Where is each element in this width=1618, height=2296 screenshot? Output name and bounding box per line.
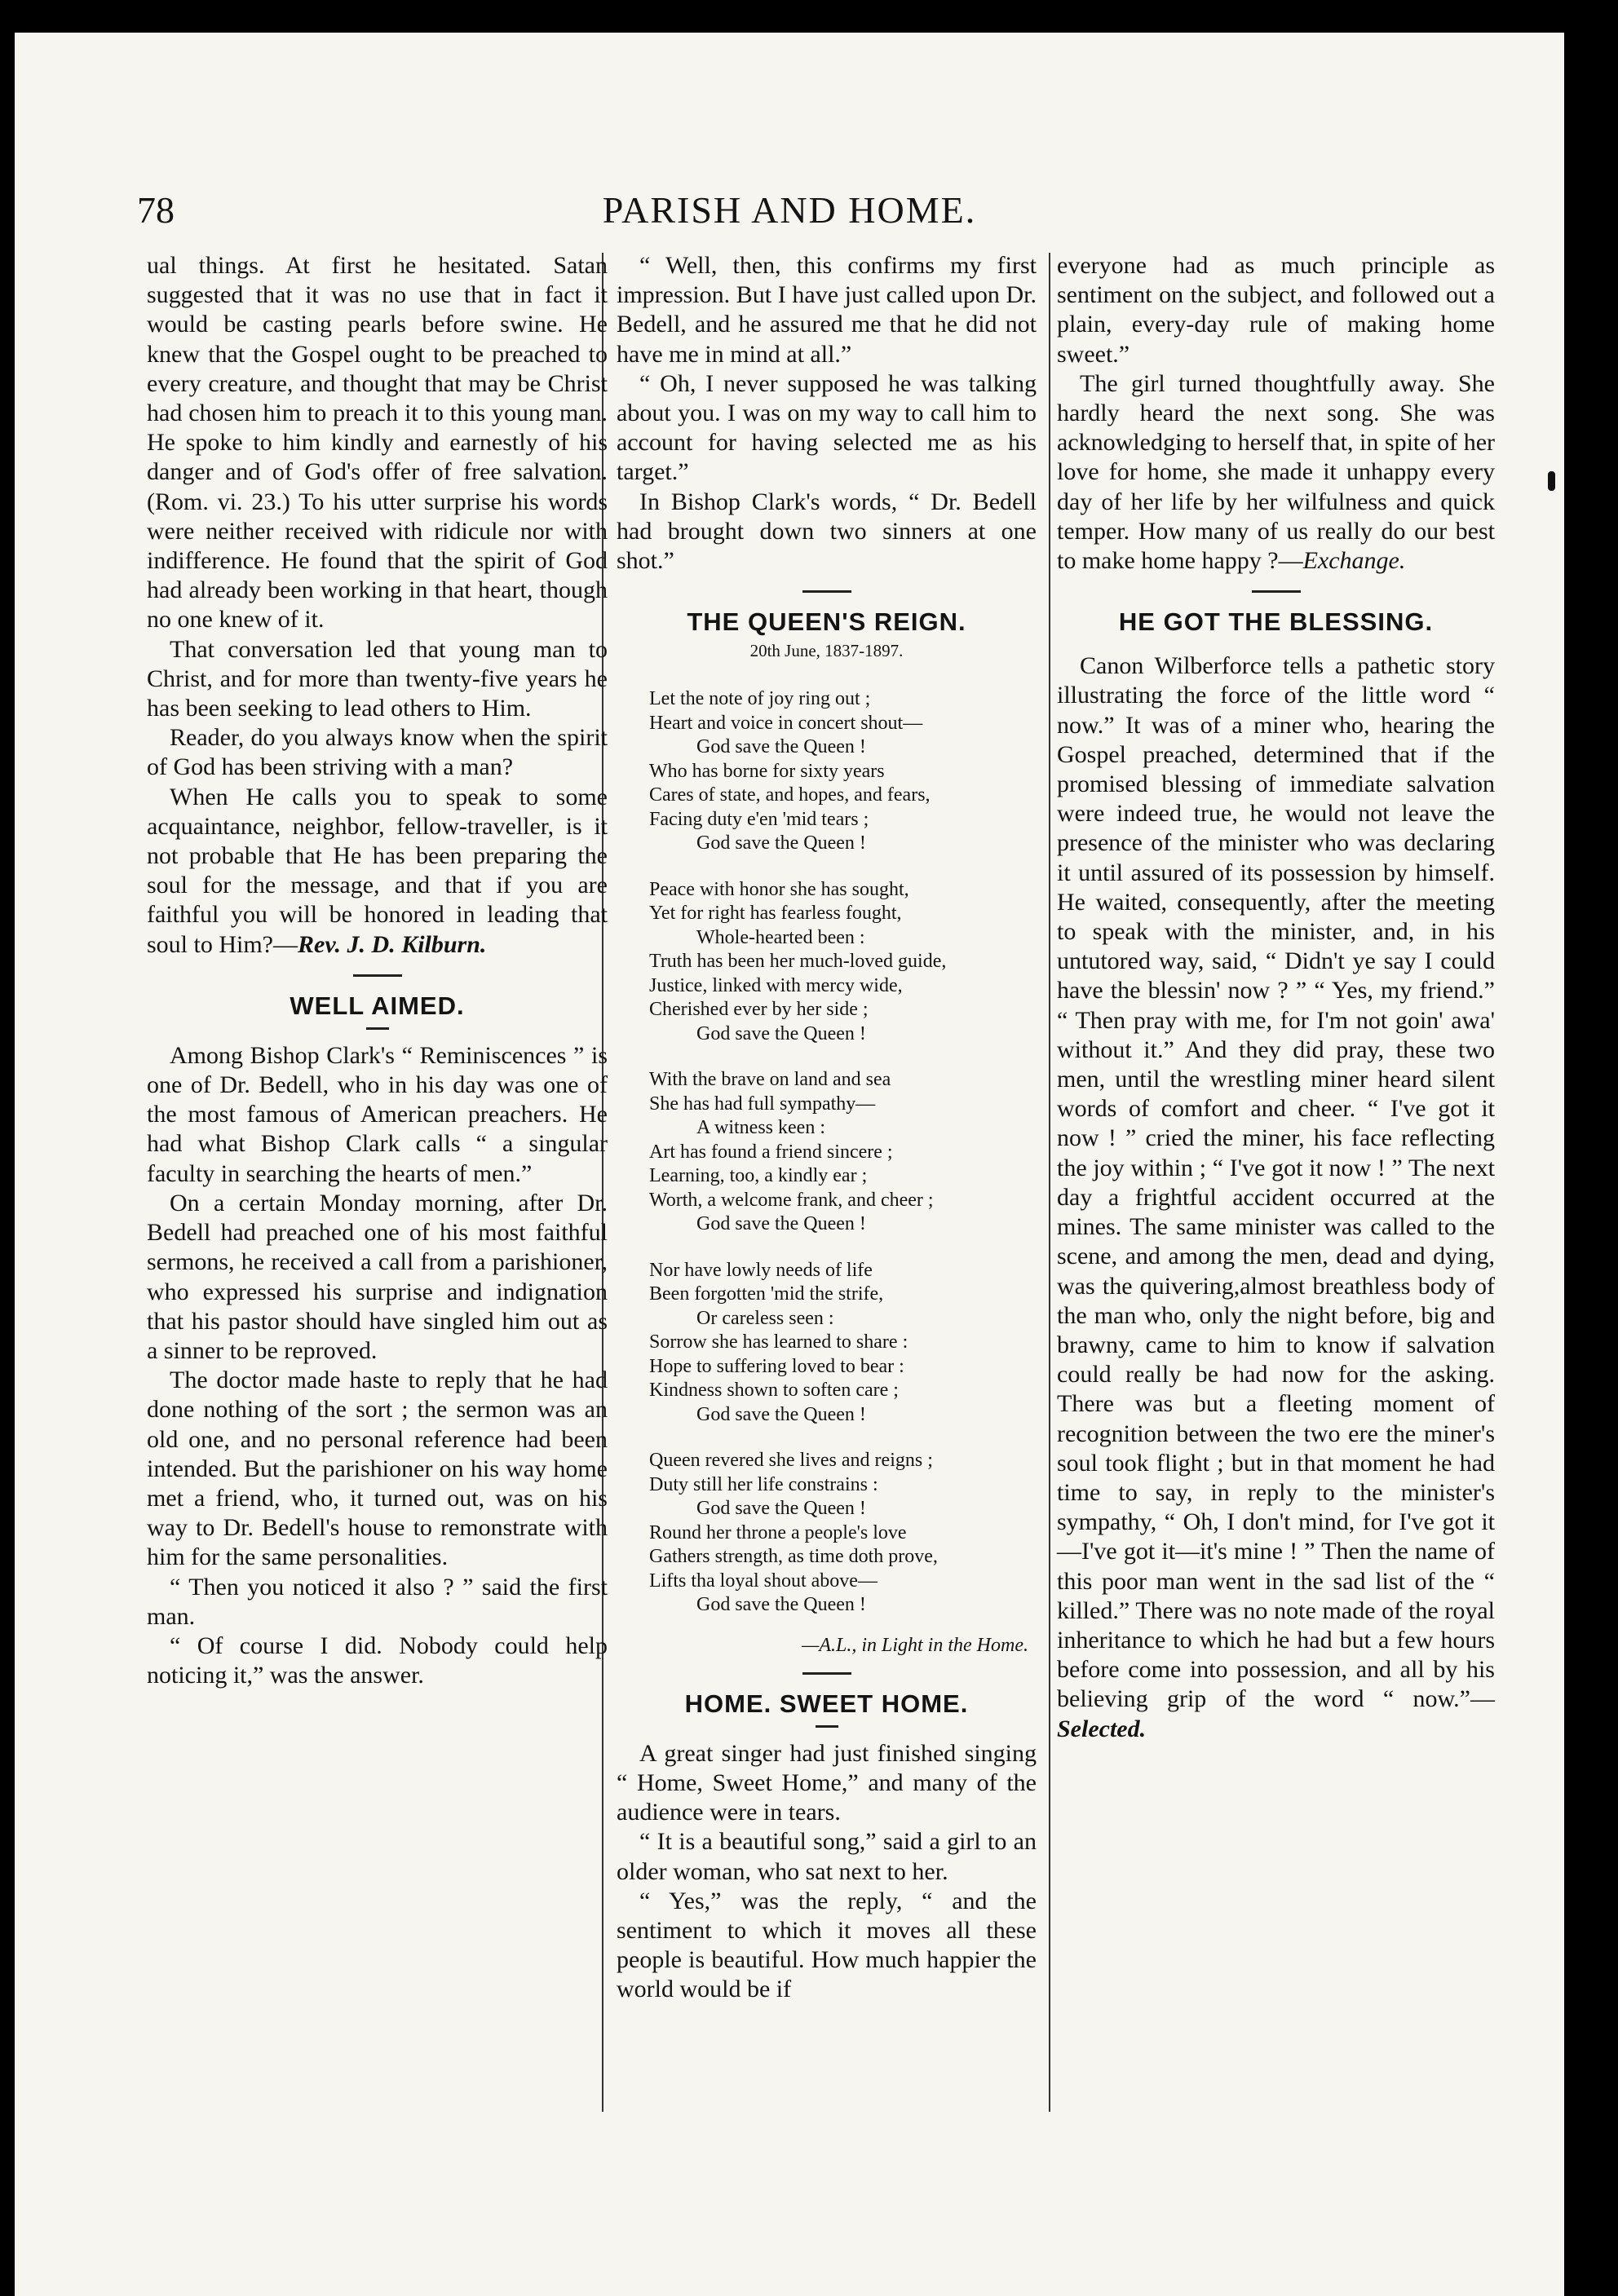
paragraph: Among Bishop Clark's “ Reminiscences ” is one of Dr. Bedell, who in his day was one of the most famous of American preachers. He had what Bishop Clark calls “ a singular faculty in searching the hearts of men.” [147, 1041, 608, 1187]
poem-line: Been forgotten 'mid the strife, [649, 1283, 884, 1305]
poem-line: God save the Queen ! [696, 1498, 866, 1520]
poem-stanza [649, 1449, 1037, 1618]
poem-date: 20th June, 1837-1897. [749, 641, 904, 661]
paragraph: everyone had as much principle as sentiment on the subject, and followed out a plain, every-day rule of making home sweet.” [1057, 252, 1495, 368]
poem-line: Truth has been her much-loved guide, [649, 951, 947, 973]
paragraph: “ It is a beautiful song,” said a girl to an older woman, who sat next to her. [617, 1828, 1037, 1885]
running-title: PARISH AND HOME. [602, 189, 977, 231]
poem-line: Let the note of joy ring out ; [649, 688, 871, 710]
ink-smudge [1548, 471, 1555, 491]
poem-line: Peace with honor she has sought, [649, 878, 909, 900]
paragraph: ual things. At first he hesitated. Satan suggested that it was no use that in fact it would be casting pearls before swine. He knew that the Gospel ought to be preached to every creature, and thought that may be Christ had chosen him to preach it to this young man. He spoke to him kindly and earnestly of his danger and of God's offer of free salvation. (Rom. vi. 23.) To his utter surprise his words were neither received with ridicule nor with indifference. He found that the spirit of God had already been working in that heart, though no one knew of it. [147, 252, 608, 634]
paragraph: “ Then you noticed it also ? ” said the first man. [147, 1573, 608, 1630]
paragraph: That conversation led that young man to Christ, and for more than twenty-five years he has been seeking to lead others to Him. [147, 635, 608, 722]
section-separator [366, 1027, 389, 1030]
poem-line: God save the Queen ! [696, 736, 866, 758]
poem-line: Sorrow she has learned to share : [649, 1331, 908, 1353]
poem-line: She has had full sympathy— [649, 1093, 876, 1115]
section-separator [816, 1725, 838, 1728]
poem-line: Or careless seen : [696, 1307, 834, 1329]
column-rule-right [1049, 253, 1050, 2112]
poem-line: Facing duty e'en 'mid tears ; [649, 808, 869, 830]
poem-line: Duty still her life constrains : [649, 1473, 878, 1495]
section-heading-queens-reign: THE QUEEN'S REIGN. [687, 607, 966, 637]
paragraph-text: The girl turned thoughtfully away. She hardly heard the next song. She was acknowledging to herself that, in spite of her love for home, she made it unhappy every day of her life by her wilfulness and quick temper. How many of us really do our best to make home happy ?— [1057, 369, 1495, 575]
poem-stanza [649, 1068, 1037, 1237]
paragraph: “ Yes,” was the reply, “ and the sentiment to which it moves all these people is beautiful. How much happier the world would be if [617, 1887, 1037, 2003]
paragraph: A great singer had just finished singing “ Home, Sweet Home,” and many of the audience were in tears. [617, 1739, 1037, 1826]
page [15, 33, 1564, 2296]
poem-line: God save the Queen ! [696, 1022, 866, 1044]
poem-stanza [649, 1259, 1037, 1428]
poem-line: God save the Queen ! [696, 1403, 866, 1425]
column-1 [147, 251, 608, 1690]
poem-line: God save the Queen ! [696, 1213, 866, 1235]
section-separator [353, 974, 402, 977]
poem-line: Gathers strength, as time doth prove, [649, 1546, 938, 1568]
poem-line: Nor have lowly needs of life [649, 1259, 873, 1281]
section-separator [802, 590, 851, 593]
page-number: 78 [137, 189, 175, 231]
section-separator [1252, 590, 1301, 593]
poem-line: With the brave on land and sea [649, 1069, 891, 1091]
column-3 [1057, 251, 1495, 1744]
paragraph-text: Canon Wilberforce tells a pathetic story illustrating the force of the little word “ now.” It was of a miner who, hearing the Gospel preached, determined that if the promised blessing of immediate salvation were indeed true, he would not leave the presence of the minister who was declaring it until assured of its possession by himself. He waited, consequently, after the meeting to speak with the minister, and, in his untutored way, said, “ Didn't ye say I could have the blessin' now ? ” “ Yes, my friend.” “ Then pray with me, for I'm not goin' awa' without it.” And they did pray, these two men, until the wrestling miner heard silent words of comfort and cheer. “ I've got it now ! ” cried the miner, his face reflecting the joy within ; “ I've got it now ! ” The next day a frightful accident occurred at the mines. The same minister was called to the scene, and among the men, dead and dying, was the quivering,almost breathless body of the man who, only the night before, big and brawny, came to him to know if salvation could really be had now for the asking. There was but a fleeting moment of recognition between the two ere the miner's soul took flight ; but in that moment he had time to say, in reply to the minister's sympathy, “ Oh, I don't mind, for I've got it—I've got it—it's mine ! ” Then the name of this poor man went in the sad list of the “ killed.” There was no note made of the royal inheritance to which he had but a few hours before come into possession, and all by his believing grip of the word “ now.”— [1057, 652, 1495, 1713]
poem-line: Whole-hearted been : [696, 926, 865, 948]
poem-line: Heart and voice in concert shout— [649, 712, 923, 734]
paragraph: In Bishop Clark's words, “ Dr. Bedell had brought down two sinners at one shot.” [617, 488, 1037, 575]
attribution: Selected. [1057, 1715, 1147, 1742]
poem-line: Art has found a friend sincere ; [649, 1141, 893, 1163]
poem-line: Justice, linked with mercy wide, [649, 974, 903, 996]
poem-line: Round her throne a people's love [649, 1521, 907, 1543]
poem-line: God save the Queen ! [696, 832, 866, 854]
paragraph [1057, 651, 1495, 1744]
scan-edge [1564, 33, 1618, 2296]
paragraph: Reader, do you always know when the spirit of God has been striving with a man? [147, 724, 608, 781]
section-heading-got-the-blessing: HE GOT THE BLESSING. [1118, 607, 1434, 637]
poem-line: Yet for right has fearless fought, [649, 903, 902, 925]
section-separator [802, 1672, 851, 1675]
column-2 [617, 251, 1037, 2005]
poem-line: Cherished ever by her side ; [649, 999, 869, 1021]
poem [649, 687, 1037, 1618]
poem-line: Queen revered she lives and reigns ; [649, 1450, 933, 1472]
paragraph-text: When He calls you to speak to some acquaintance, neighbor, fellow-traveller, is it not probable that He has been preparing the soul for the message, and that if you are faithful you will be honored in leading that soul to Him?— [147, 783, 608, 958]
paragraph [147, 783, 608, 960]
poem-line: Lifts tha loyal shout above— [649, 1570, 878, 1592]
poem-stanza [649, 878, 1037, 1047]
poem-line: Kindness shown to soften care ; [649, 1380, 899, 1402]
poem-stanza [649, 687, 1037, 856]
poem-line: Cares of state, and hopes, and fears, [649, 784, 931, 806]
poem-line: Learning, too, a kindly ear ; [649, 1165, 868, 1187]
paragraph: “ Oh, I never supposed he was talking about you. I was on my way to call him to account for having selected me as his target.” [617, 369, 1037, 486]
paragraph: The doctor made haste to reply that he had done nothing of the sort ; the sermon was an old one, and no personal reference had been intended. But the parishioner on his way home met a friend, who, it turned out, was on his way to Dr. Bedell's house to remonstrate with him for the same personalities. [147, 1367, 608, 1571]
poem-line: Who has borne for sixty years [649, 760, 885, 782]
paragraph [1057, 369, 1495, 576]
section-heading-well-aimed: WELL AIMED. [290, 991, 465, 1020]
paragraph: On a certain Monday morning, after Dr. Bedell had preached one of his most faithful sermons, he received a call from a parishioner, who expressed his surprise and indignation that his pastor should have singled him out as a sinner to be reproved. [147, 1189, 608, 1364]
page-header [15, 159, 1564, 232]
attribution: Rev. J. D. Kilburn. [298, 930, 487, 958]
poem-line: Hope to suffering loved to bear : [649, 1355, 904, 1377]
poem-line: A witness keen : [696, 1117, 825, 1139]
poem-line: Worth, a welcome frank, and cheer ; [649, 1189, 934, 1211]
section-heading-home-sweet-home: HOME. SWEET HOME. [684, 1689, 969, 1718]
poem-source: —A.L., in Light in the Home. [801, 1634, 1028, 1656]
poem-line: God save the Queen ! [696, 1594, 866, 1616]
attribution: Exchange. [1302, 547, 1406, 575]
paragraph: “ Well, then, this confirms my first impression. But I have just called upon Dr. Bedell, and he assured me that he did not have me in mind at all.” [617, 252, 1037, 368]
paragraph: “ Of course I did. Nobody could help noticing it,” was the answer. [147, 1631, 608, 1689]
